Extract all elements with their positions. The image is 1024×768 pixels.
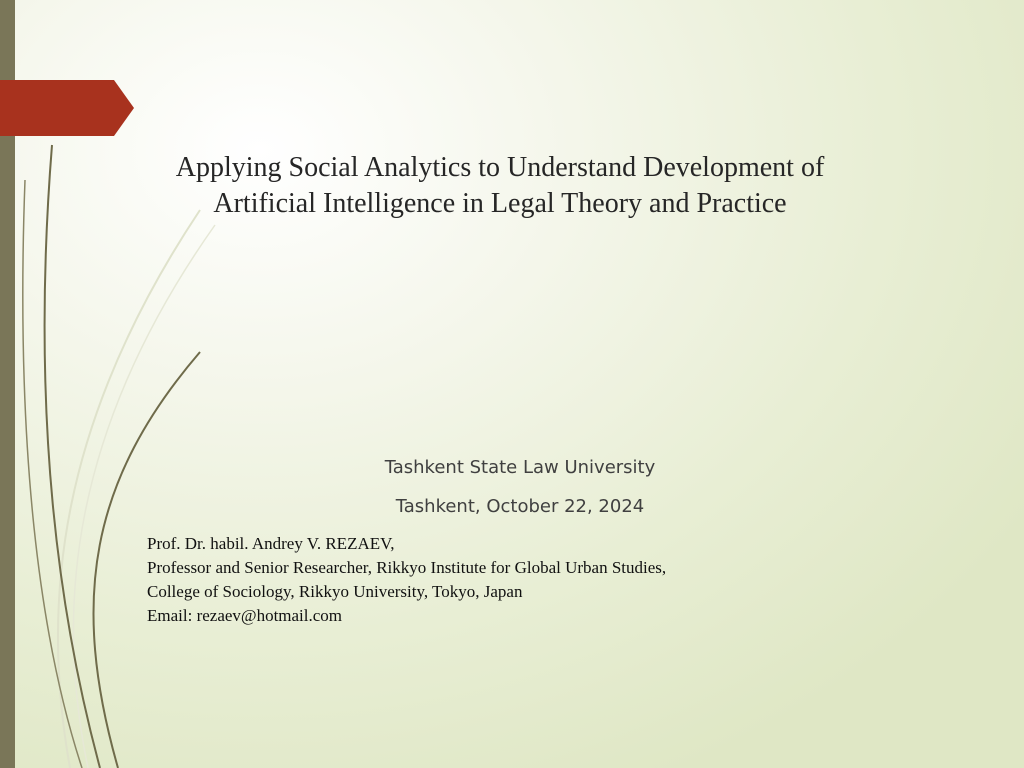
place-and-date: Tashkent, October 22, 2024 — [395, 496, 645, 517]
decor-curve-dark-1 — [45, 145, 100, 768]
decor-curve-dark-3 — [23, 180, 82, 768]
author-email: Email: rezaev@hotmail.com — [147, 606, 343, 625]
institution-name: Tashkent State Law University — [384, 457, 656, 478]
title-line-1: Applying Social Analytics to Understand Development of — [175, 152, 825, 183]
accent-tab — [0, 80, 134, 136]
author-line-3: College of Sociology, Rikkyo University, Tokyo, Japan — [147, 582, 523, 601]
decor-curve-light-2 — [73, 225, 215, 768]
author-block — [147, 532, 847, 628]
author-line-1: Prof. Dr. habil. Andrey V. REZAEV, — [147, 534, 395, 553]
author-line-2: Professor and Senior Researcher, Rikkyo Institute for Global Urban Studies, — [147, 558, 667, 577]
title-line-2: Artificial Intelligence in Legal Theory and Practice — [213, 188, 787, 219]
slide-title — [140, 150, 860, 222]
